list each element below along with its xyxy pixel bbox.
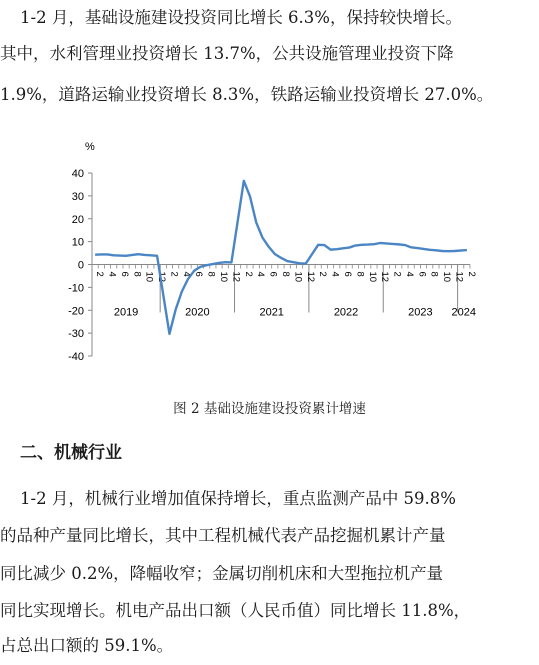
x-tick-label: 12 (230, 271, 242, 283)
x-tick-label: 4 (255, 271, 267, 277)
section-heading: 二、机械行业 (20, 443, 122, 463)
x-tick-label: 2 (465, 271, 477, 277)
figure-caption: 图 2 基础设施建设投资累计增速 (173, 401, 366, 417)
paragraph-line: 1-2 月，机械行业增加值保持增长，重点监测产品中 59.8% (20, 489, 456, 508)
infrastructure-investment-growth-chart (55, 130, 485, 370)
x-tick-label: 10 (441, 271, 453, 283)
x-tick-label: 12 (379, 271, 391, 283)
x-tick-label: 8 (354, 271, 366, 277)
x-tick-label: 4 (403, 271, 415, 277)
y-tick-label: 0 (77, 259, 84, 272)
y-tick-label: -20 (68, 305, 84, 318)
x-tick-label: 12 (156, 271, 168, 283)
x-tick-label: 4 (329, 271, 341, 277)
x-tick-label: 4 (106, 271, 118, 277)
y-tick-label: -30 (68, 328, 84, 341)
x-tick-label: 2 (391, 271, 403, 277)
paragraph-line: 1.9%，道路运输业投资增长 8.3%，铁路运输业投资增长 27.0%。 (0, 85, 494, 104)
x-tick-label: 2 (242, 271, 254, 277)
x-tick-label: 6 (341, 271, 353, 277)
year-label: 2024 (451, 306, 477, 319)
x-tick-label: 8 (131, 271, 143, 277)
y-tick-label: -40 (68, 351, 84, 363)
y-unit-label: % (85, 141, 95, 153)
x-tick-label: 8 (428, 271, 440, 277)
x-tick-label: 2 (317, 271, 329, 277)
x-tick-label: 12 (453, 271, 465, 283)
x-tick-label: 8 (280, 271, 291, 277)
x-tick-label: 6 (416, 271, 428, 277)
y-tick-label: 30 (71, 190, 84, 203)
paragraph-line: 1-2 月，基础设施建设投资同比增长 6.3%，保持较快增长。 (20, 8, 462, 27)
x-tick-label: 2 (94, 271, 106, 277)
y-tick-label: 40 (71, 168, 84, 180)
paragraph-line: 同比实现增长。机电产品出口额（人民币值）同比增长 11.8%， (0, 601, 471, 620)
x-tick-label: 6 (267, 271, 279, 277)
x-tick-label: 2 (168, 271, 180, 277)
x-tick-label: 12 (304, 271, 316, 283)
x-tick-label: 10 (366, 271, 378, 283)
x-tick-label: 4 (180, 271, 192, 277)
paragraph-line: 其中，水利管理业投资增长 13.7%，公共设施管理业投资下降 (0, 44, 454, 63)
paragraph-line: 同比减少 0.2%，降幅收窄；金属切削机床和大型拖拉机产量 (0, 564, 444, 583)
paragraph-line: 的品种产量同比增长，其中工程机械代表产品挖掘机累计产量 (0, 526, 446, 545)
year-label: 2022 (333, 306, 359, 319)
year-label: 2019 (113, 306, 139, 319)
x-tick-label: 10 (218, 271, 230, 283)
y-tick-label: 20 (71, 213, 84, 226)
x-tick-label: 6 (193, 271, 205, 277)
year-label: 2021 (259, 306, 284, 319)
y-tick-label: -10 (68, 282, 84, 295)
paragraph-line: 占总出口额的 59.1%。 (0, 636, 174, 655)
x-tick-label: 6 (118, 271, 130, 277)
y-tick-label: 10 (71, 236, 84, 249)
x-tick-label: 10 (292, 271, 304, 283)
year-label: 2020 (185, 306, 210, 319)
x-tick-label: 10 (143, 271, 155, 283)
x-tick-label: 8 (205, 271, 217, 277)
year-label: 2023 (408, 306, 433, 319)
